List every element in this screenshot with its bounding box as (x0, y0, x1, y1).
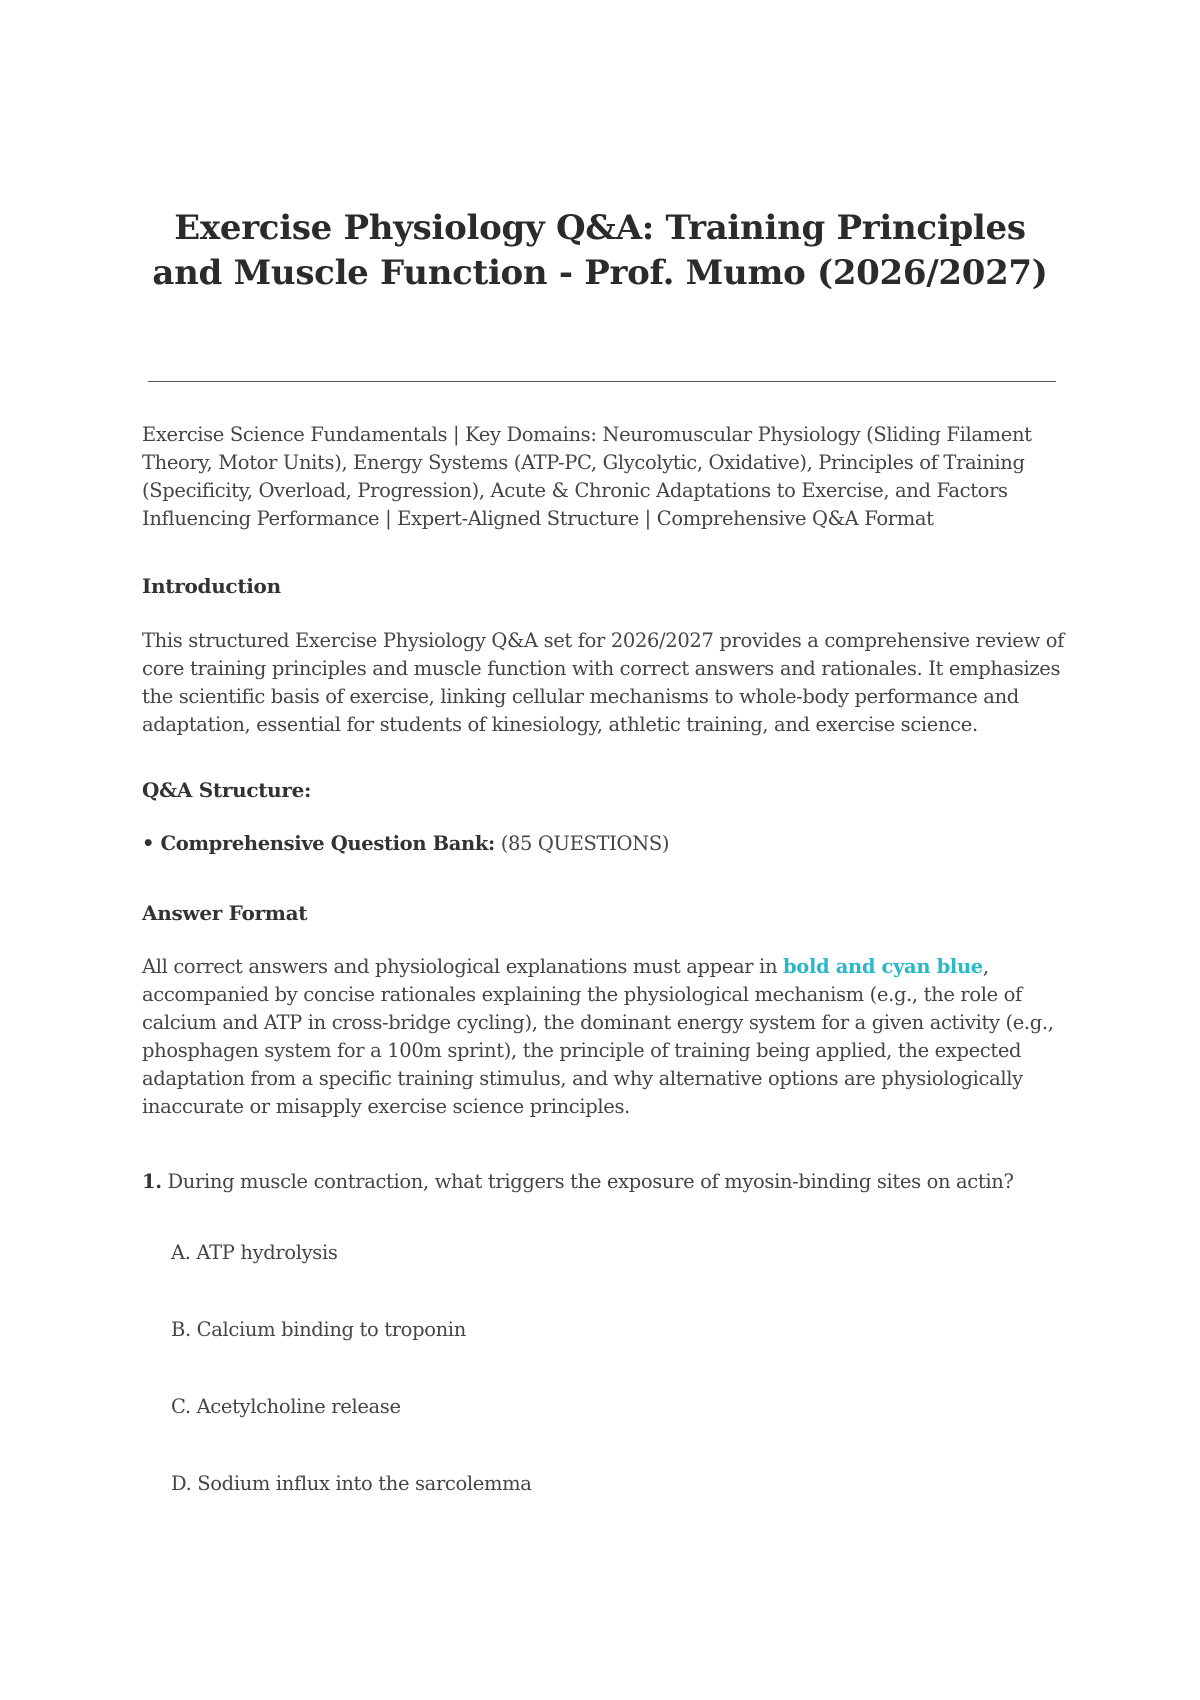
answer-format-text-after: , accompanied by concise rationales explaining the physiological mechanism (e.g., the role of calcium and ATP in cross-bridge cycling), the dominant energy system for a given activity (e.g., phosphagen system for a 100m sprint), the principle of training being applied, the expected adaptation from a specific training stimulus, and why alternative options are physiologically inaccurate or misapply exercise science principles. (142, 955, 1054, 1118)
question-1-option-b: B. Calcium binding to troponin (171, 1318, 466, 1341)
question-1-text: During muscle contraction, what triggers the exposure of myosin-binding sites on actin? (161, 1170, 1014, 1193)
question-1-option-c: C. Acetylcholine release (171, 1395, 401, 1418)
question-1-option-d: D. Sodium influx into the sarcolemma (171, 1472, 532, 1495)
introduction-heading: Introduction (142, 574, 281, 598)
document-title: Exercise Physiology Q&A: Training Principles and Muscle Function - Prof. Mumo (2026/2027) (152, 208, 1048, 293)
question-bank-bullet (142, 830, 1067, 858)
question-1 (142, 1168, 1067, 1196)
answer-format-text (142, 953, 1067, 1121)
answer-format-heading: Answer Format (142, 901, 308, 925)
qa-structure-heading: Q&A Structure: (142, 778, 312, 802)
question-1-option-a: A. ATP hydrolysis (171, 1241, 338, 1264)
question-bank-label: • Comprehensive Question Bank: (142, 832, 495, 855)
answer-format-text-before: All correct answers and physiological explanations must appear in (142, 955, 783, 978)
document-subtitle: Exercise Science Fundamentals | Key Domains: Neuromuscular Physiology (Sliding Filament Theory, Motor Units), Energy Systems (ATP-PC, Glycolytic, Oxidative), Principles of Training (Specificity, Overload, Progression), Acute & Chronic Adaptations to Exercise, and Factors Influencing Performance | Expert-Aligned Structure | Comprehensive Q&A Format (142, 423, 1032, 530)
horizontal-divider (148, 381, 1056, 382)
introduction-text: This structured Exercise Physiology Q&A set for 2026/2027 provides a comprehensive review of core training principles and muscle function with correct answers and rationales. It emphasizes the scientific basis of exercise, linking cellular mechanisms to whole-body performance and adaptation, essential for students of kinesiology, athletic training, and exercise science. (142, 629, 1064, 736)
question-bank-count: (85 QUESTIONS) (494, 832, 670, 855)
answer-format-highlight: bold and cyan blue (783, 955, 983, 978)
question-1-number: 1. (142, 1170, 162, 1193)
